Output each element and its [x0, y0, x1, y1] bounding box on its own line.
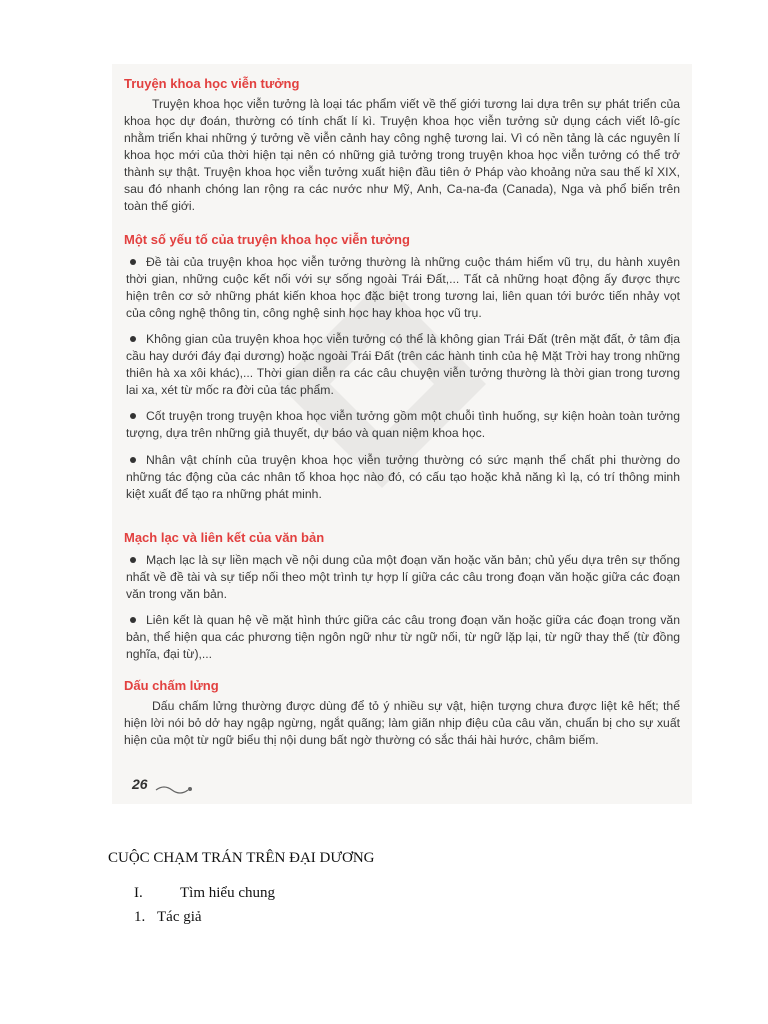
document-heading: CUỘC CHẠM TRÁN TRÊN ĐẠI DƯƠNG: [108, 850, 375, 866]
section-title-elements: Một số yếu tố của truyện khoa học viễn tưởng: [124, 232, 410, 247]
section-title-coherence: Mạch lạc và liên kết của văn bản: [124, 530, 325, 545]
list-item: Nhân vật chính của truyện khoa học viễn tưởng thường có sức mạnh thể chất phi thường do những tác động của các nhân tố khoa học nào đó, có cấu tạo hoặc khả năng kì lạ, có trí thông minh kiệt xuất để tạo ra những phát minh.: [126, 453, 680, 501]
list-item: Cốt truyện trong truyện khoa học viễn tưởng gồm một chuỗi tình huống, sự kiện hoàn toàn tưởng tượng, dựa trên những giả thuyết, dự báo và quan niệm khoa học.: [126, 409, 680, 440]
list-item: Đề tài của truyện khoa học viễn tưởng thường là những cuộc thám hiểm vũ trụ, du hành xuyên thời gian, những cuộc kết nối với sự sống ngoài Trái Đất,... Tất cả những hoạt động ấy được thực hiện trên cơ sở những phát kiến khoa học đặc biệt trong tương lai, liên quan tới bước tiến nhảy vọt của công nghệ thông tin, công nghệ sinh học hay khoa học vũ trụ.: [126, 255, 680, 320]
section-title-sci-fi: Truyện khoa học viễn tưởng: [124, 76, 300, 91]
list-item: Mạch lạc là sự liền mạch về nội dung của một đoạn văn hoặc văn bản; chủ yếu dựa trên sự thống nhất về đề tài và sự tiếp nối theo một trình tự hợp lí giữa các câu trong đoạn văn hoặc giữa các đoạn văn trong văn bản.: [126, 553, 680, 601]
list-item-text: Tác giả: [157, 909, 202, 925]
page-number-ornament-icon: [154, 784, 194, 794]
sci-fi-paragraph: Truyện khoa học viễn tưởng là loại tác phẩm viết về thế giới tương lai dựa trên sự phát triển của khoa học dự đoán, thường có tính chất lí kì. Truyện khoa học viễn tưởng sử dụng cách viết lô-gíc nhằm triển khai những ý tưởng về viễn cảnh hay công nghệ tương lai. Vì có nền tảng là các nguyên lí khoa học mới của thời hiện tại nên có những giả tưởng trong truyện khoa học viễn tưởng có thể trở thành sự thật. Truyện khoa học viễn tưởng xuất hiện đầu tiên ở Pháp vào khoảng nửa sau thế kỉ XIX, sau đó nhanh chóng lan rộng ra các nước như Mỹ, Anh, Ca-na-đa (Canada), Nga và phổ biến trên toàn thế giới.: [124, 97, 680, 213]
list-marker: I.: [134, 885, 143, 901]
ellipsis-paragraph: Dấu chấm lửng thường được dùng để tỏ ý nhiều sự vật, hiện tượng chưa được liệt kê hết; thể hiện lời nói bỏ dở hay ngập ngừng, ngắt quãng; làm giãn nhịp điệu của câu văn, chuẩn bị cho sự xuất hiện của một từ ngữ biểu thị nội dung bất ngờ thường có sắc thái hài hước, châm biếm.: [124, 699, 680, 747]
list-item: Không gian của truyện khoa học viễn tưởng có thể là không gian Trái Đất (trên mặt đất, ở tâm địa cầu hay dưới đáy đại dương) hoặc ngoài Trái Đất (trên các hành tinh của hệ Mặt Trời hay trong những thiên hà xa xôi khác),... Thời gian diễn ra các câu chuyện viễn tưởng thường là thời gian trong tương lai xa, xét từ mốc ra đời của tác phẩm.: [126, 332, 680, 397]
page-number: 26: [132, 776, 148, 792]
list-marker: 1.: [134, 909, 146, 925]
list-item: Liên kết là quan hệ về mặt hình thức giữa các câu trong đoạn văn hoặc giữa các đoạn trong văn bản, thể hiện qua các phương tiện ngôn ngữ như từ ngữ nối, từ ngữ lặp lại, từ ngữ thay thế (từ đồng nghĩa, đại từ),...: [126, 613, 680, 661]
textbook-page-scan: [112, 64, 692, 804]
section-title-ellipsis: Dấu chấm lửng: [124, 678, 219, 693]
list-item-text: Tìm hiểu chung: [180, 885, 275, 901]
